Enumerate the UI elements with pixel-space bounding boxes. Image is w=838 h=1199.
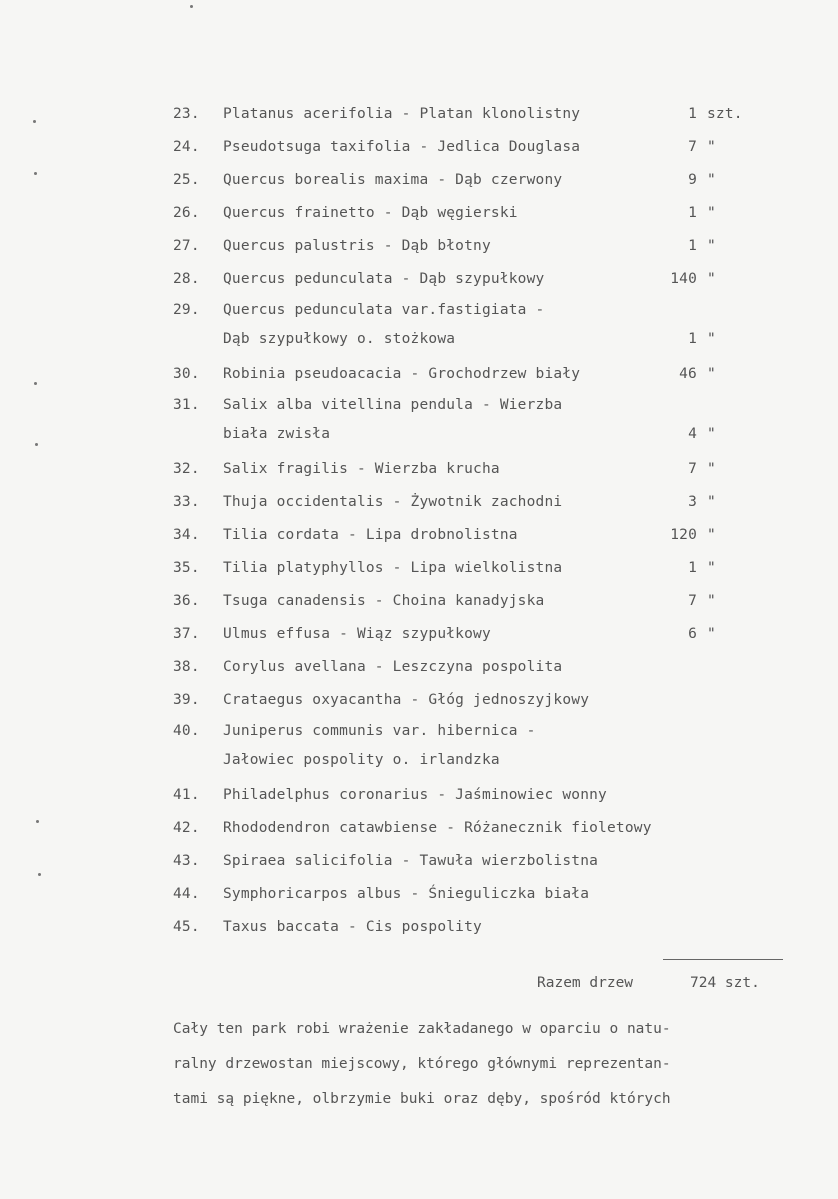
species-name [223, 486, 562, 519]
species-name-line: Juniperus communis var. hibernica - [223, 723, 536, 739]
species-name-line: Quercus borealis maxima - Dąb czerwony [223, 172, 563, 188]
item-unit: " [707, 593, 716, 609]
list-item [173, 552, 793, 585]
item-number: 30. [173, 366, 200, 382]
species-name [223, 519, 518, 552]
list-item [173, 911, 793, 944]
item-number: 26. [173, 205, 200, 221]
species-name-line: Quercus pedunculata var.fastigiata - [223, 302, 545, 318]
item-quantity: 9 [688, 172, 697, 188]
species-name [223, 878, 589, 911]
item-unit: " [707, 366, 716, 382]
species-name-line: Philadelphus coronarius - Jaśminowiec wonny [223, 787, 607, 803]
species-name [223, 453, 500, 486]
item-unit: " [707, 426, 716, 442]
species-name [223, 358, 580, 391]
margin-mark [34, 172, 37, 175]
species-name-line: Robinia pseudoacacia - Grochodrzew biały [223, 366, 581, 382]
item-quantity: 6 [688, 626, 697, 642]
species-name-line: Rhododendron catawbiense - Różanecznik fioletowy [223, 820, 652, 836]
list-item [173, 453, 793, 486]
item-number: 42. [173, 820, 200, 836]
species-name-line: Jałowiec pospolity o. irlandzka [223, 752, 500, 768]
species-name-line: biała zwisła [223, 426, 331, 442]
item-quantity: 1 [688, 238, 697, 254]
species-name [223, 812, 652, 845]
list-item [173, 197, 793, 230]
item-unit: " [707, 139, 716, 155]
species-name-line: Salix alba vitellina pendula - Wierzba [223, 397, 563, 413]
species-name [223, 164, 562, 197]
item-number: 35. [173, 560, 200, 576]
species-name [223, 230, 491, 263]
item-number: 33. [173, 494, 200, 510]
species-name [223, 779, 607, 812]
item-unit: " [707, 238, 716, 254]
item-number: 23. [173, 106, 200, 122]
margin-mark [36, 820, 39, 823]
species-name-line: Tilia cordata - Lipa drobnolistna [223, 527, 518, 543]
item-quantity: 46 [679, 366, 697, 382]
margin-mark [38, 873, 41, 876]
item-quantity: 3 [688, 494, 697, 510]
margin-mark [33, 120, 36, 123]
item-unit: " [707, 271, 716, 287]
species-name [223, 651, 562, 684]
list-item [173, 98, 793, 131]
species-name [223, 391, 562, 449]
item-number: 24. [173, 139, 200, 155]
item-quantity: 120 [670, 527, 697, 543]
species-name-line: Quercus pedunculata - Dąb szypułkowy [223, 271, 545, 287]
species-name [223, 263, 544, 296]
species-name-line: Quercus frainetto - Dąb węgierski [223, 205, 518, 221]
species-name [223, 197, 518, 230]
item-unit: " [707, 527, 716, 543]
item-unit: " [707, 205, 716, 221]
species-name [223, 585, 544, 618]
item-unit: szt. [707, 106, 743, 122]
total-label: Razem drzew [537, 975, 634, 991]
item-unit: " [707, 626, 716, 642]
item-number: 29. [173, 302, 200, 318]
item-quantity: 1 [688, 331, 697, 347]
species-name-line: Platanus acerifolia - Platan klonolistny [223, 106, 581, 122]
item-number: 27. [173, 238, 200, 254]
list-item [173, 519, 793, 552]
margin-mark [190, 5, 193, 8]
item-quantity: 7 [688, 139, 697, 155]
list-item [173, 651, 793, 684]
list-item [173, 358, 793, 391]
item-number: 39. [173, 692, 200, 708]
item-quantity: 1 [688, 205, 697, 221]
species-name [223, 131, 580, 164]
species-name-line: Quercus palustris - Dąb błotny [223, 238, 491, 254]
margin-mark [35, 443, 38, 446]
closing-paragraph [173, 1012, 793, 1117]
list-item [173, 263, 793, 296]
margin-mark [34, 382, 37, 385]
species-name-line: Salix fragilis - Wierzba krucha [223, 461, 500, 477]
item-number: 40. [173, 723, 200, 739]
list-item [173, 585, 793, 618]
species-name [223, 684, 589, 717]
item-quantity: 7 [688, 461, 697, 477]
item-number: 31. [173, 397, 200, 413]
item-unit: " [707, 331, 716, 347]
item-number: 28. [173, 271, 200, 287]
total-rule [663, 959, 783, 960]
list-item [173, 230, 793, 263]
species-name-line: Spiraea salicifolia - Tawuła wierzbolistna [223, 853, 599, 869]
list-item [173, 717, 793, 779]
total-value: 724 szt. [690, 975, 760, 991]
item-number: 32. [173, 461, 200, 477]
item-number: 37. [173, 626, 200, 642]
species-name-line: Taxus baccata - Cis pospolity [223, 919, 482, 935]
species-name-line: Symphoricarpos albus - Śnieguliczka biała [223, 886, 590, 902]
item-number: 25. [173, 172, 200, 188]
species-name-line: Corylus avellana - Leszczyna pospolita [223, 659, 563, 675]
species-name [223, 911, 482, 944]
list-item [173, 684, 793, 717]
paragraph-line: ralny drzewostan miejscowy, którego głównymi reprezentan- [173, 1056, 671, 1072]
item-number: 45. [173, 919, 200, 935]
list-item [173, 164, 793, 197]
list-item [173, 486, 793, 519]
list-item [173, 131, 793, 164]
species-name-line: Tsuga canadensis - Choina kanadyjska [223, 593, 545, 609]
item-number: 41. [173, 787, 200, 803]
item-quantity: 1 [688, 560, 697, 576]
species-list [173, 98, 793, 944]
item-quantity: 140 [670, 271, 697, 287]
species-name [223, 296, 544, 354]
species-name-line: Crataegus oxyacantha - Głóg jednoszyjkowy [223, 692, 590, 708]
species-name [223, 98, 580, 131]
item-unit: " [707, 560, 716, 576]
list-item [173, 618, 793, 651]
species-name-line: Tilia platyphyllos - Lipa wielkolistna [223, 560, 563, 576]
species-name-line: Thuja occidentalis - Żywotnik zachodni [223, 494, 563, 510]
list-item [173, 779, 793, 812]
species-name-line: Dąb szypułkowy o. stożkowa [223, 331, 456, 347]
species-name-line: Ulmus effusa - Wiąz szypułkowy [223, 626, 491, 642]
species-name [223, 717, 536, 775]
list-item [173, 878, 793, 911]
list-item [173, 845, 793, 878]
paragraph-line: Cały ten park robi wrażenie zakładanego w oparciu o natu- [173, 1021, 671, 1037]
species-name [223, 618, 491, 651]
list-item [173, 812, 793, 845]
species-name-line: Pseudotsuga taxifolia - Jedlica Douglasa [223, 139, 581, 155]
item-number: 34. [173, 527, 200, 543]
item-unit: " [707, 461, 716, 477]
item-unit: " [707, 172, 716, 188]
paragraph-line: tami są piękne, olbrzymie buki oraz dęby, spośród których [173, 1091, 671, 1107]
list-item [173, 296, 793, 358]
item-number: 36. [173, 593, 200, 609]
item-quantity: 1 [688, 106, 697, 122]
species-name [223, 845, 598, 878]
item-number: 43. [173, 853, 200, 869]
list-item [173, 391, 793, 453]
item-number: 44. [173, 886, 200, 902]
item-number: 38. [173, 659, 200, 675]
item-quantity: 4 [688, 426, 697, 442]
item-quantity: 7 [688, 593, 697, 609]
species-name [223, 552, 562, 585]
item-unit: " [707, 494, 716, 510]
